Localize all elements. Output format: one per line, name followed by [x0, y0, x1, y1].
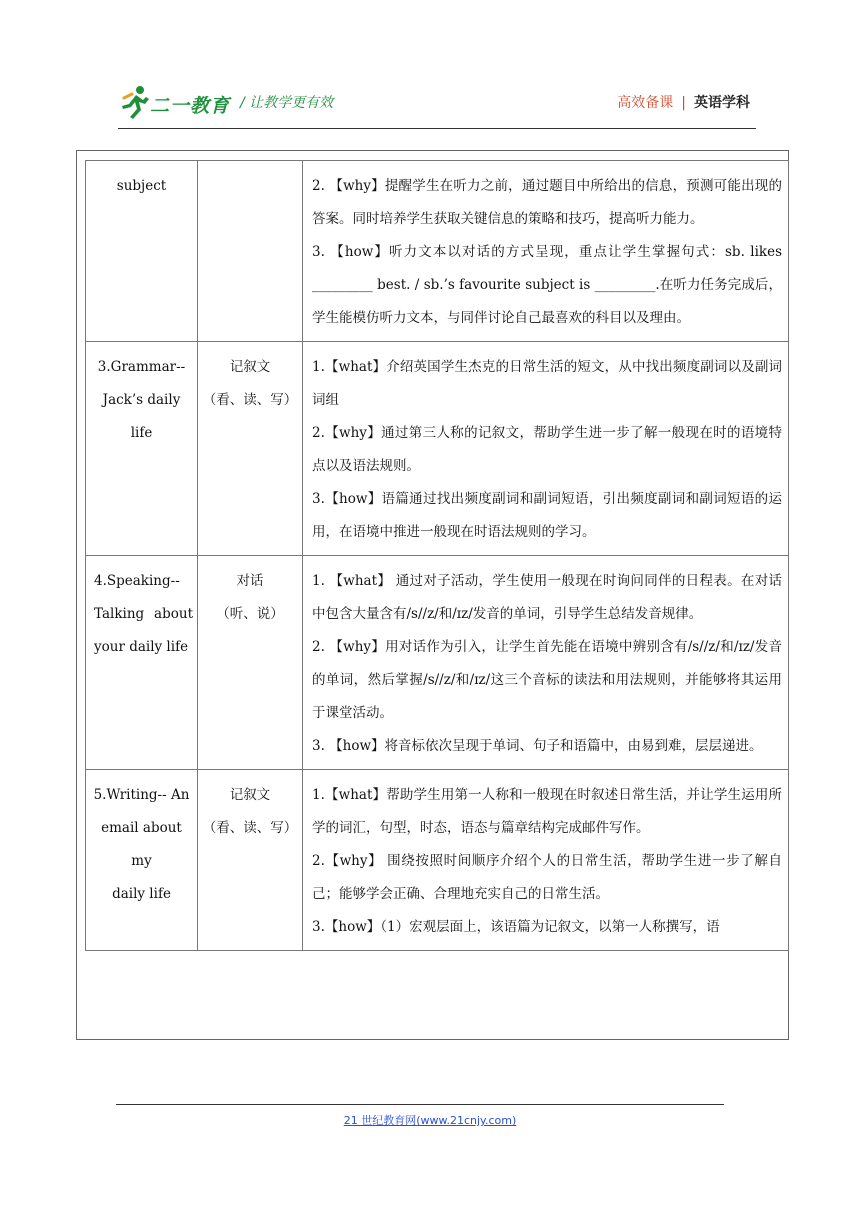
footer-divider [116, 1104, 724, 1105]
logo [118, 84, 238, 120]
section-title-line: email about my [101, 820, 182, 869]
analysis-paragraph: 3.【how】（1）宏观层面上，该语篇为记叙文，以第一人称撰写，语 [312, 919, 720, 935]
analysis-paragraph: 3. 【how】听力文本以对话的方式呈现，重点让学生掌握句式：sb. likes _________ best. / sb.’s favourite subject is _________.在听力任务完成后，学生能模仿听力文本，与同伴讨论自己最喜欢的科目以及理由。 [312, 244, 782, 326]
analysis-paragraph: 2.【why】通过第三人称的记叙文，帮助学生进一步了解一般现在时的语境特点以及语法规则。 [312, 425, 782, 474]
text-type-cell [198, 770, 303, 951]
text-type-cell [198, 161, 303, 342]
text-type-line: （看、读、写） [202, 392, 298, 408]
text-type-cell [198, 342, 303, 556]
header-separator: | [681, 95, 686, 111]
analysis-paragraph: 1.【what】介绍英国学生杰克的日常生活的短文，从中找出频度副词以及副词词组 [312, 359, 782, 408]
footer-link[interactable]: 21 世纪教育网(www.21cnjy.com) [343, 1114, 517, 1127]
text-type-line: （听、说） [216, 606, 284, 622]
page-header [118, 80, 756, 126]
section-title-line: 3.Grammar-- [97, 359, 186, 375]
section-title-line: Jack’s daily [102, 392, 181, 408]
analysis-paragraph: 2. 【why】提醒学生在听力之前，通过题目中所给出的信息，预测可能出现的答案。同时培养学生获取关键信息的策略和技巧，提高听力能力。 [312, 178, 782, 227]
analysis-paragraph: 1. 【what】 通过对子活动，学生使用一般现在时询问同伴的日程表。在对话中包含大量含有/s//z/和/ɪz/发音的单词，引导学生总结发音规律。 [312, 573, 782, 622]
table-row [86, 342, 789, 556]
section-title-line: life [130, 425, 153, 441]
header-divider [118, 128, 756, 129]
text-type-line: 对话 [236, 573, 264, 589]
analysis-paragraph: 2.【why】 围绕按照时间顺序介绍个人的日常生活，帮助学生进一步了解自己；能够学会正确、合理地充实自己的日常生活。 [312, 853, 782, 902]
section-cell [86, 770, 198, 951]
analysis-cell [303, 556, 789, 770]
text-type-line: （看、读、写） [202, 820, 298, 836]
analysis-paragraph: 3.【how】语篇通过找出频度副词和副词短语，引出频度副词和副词短语的运用，在语境中推进一般现在时语法规则的学习。 [312, 491, 782, 540]
analysis-paragraph: 1.【what】帮助学生用第一人称和一般现在时叙述日常生活，并让学生运用所学的词汇，句型，时态，语态与篇章结构完成邮件写作。 [312, 787, 782, 836]
section-cell [86, 556, 198, 770]
analysis-cell [303, 161, 789, 342]
section-title-line: 4.Speaking-- Talking about your daily life [94, 573, 193, 655]
analysis-paragraph: 3. 【how】将音标依次呈现于单词、句子和语篇中，由易到难，层层递进。 [312, 738, 763, 754]
section-title-line: daily life [112, 886, 171, 902]
analysis-cell [303, 342, 789, 556]
section-cell [86, 161, 198, 342]
runner-logo-icon [118, 84, 152, 120]
table-row [86, 556, 789, 770]
lesson-table [85, 160, 789, 951]
table-row [86, 770, 789, 951]
text-type-cell [198, 556, 303, 770]
analysis-paragraph: 2. 【why】用对话作为引入，让学生首先能在语境中辨别含有/s//z/和/ɪz/发音的单词，然后掌握/s//z/和/ɪz/这三个音标的读法和用法规则，并能够将其运用于课堂活动。 [312, 639, 782, 721]
analysis-cell [303, 770, 789, 951]
subject-name: 英语学科 [694, 95, 750, 111]
section-cell [86, 342, 198, 556]
prep-label: 高效备课 [617, 95, 674, 111]
section-title-line: 5.Writing-- An [93, 787, 190, 803]
section-title-line: subject [116, 178, 167, 194]
text-type-line: 记叙文 [229, 359, 271, 375]
text-type-line: 记叙文 [229, 787, 271, 803]
subject-label [617, 92, 750, 112]
table-row [86, 161, 789, 342]
logo-text: 二一教育 [150, 95, 231, 117]
slogan: / 让教学更有效 [240, 95, 334, 111]
